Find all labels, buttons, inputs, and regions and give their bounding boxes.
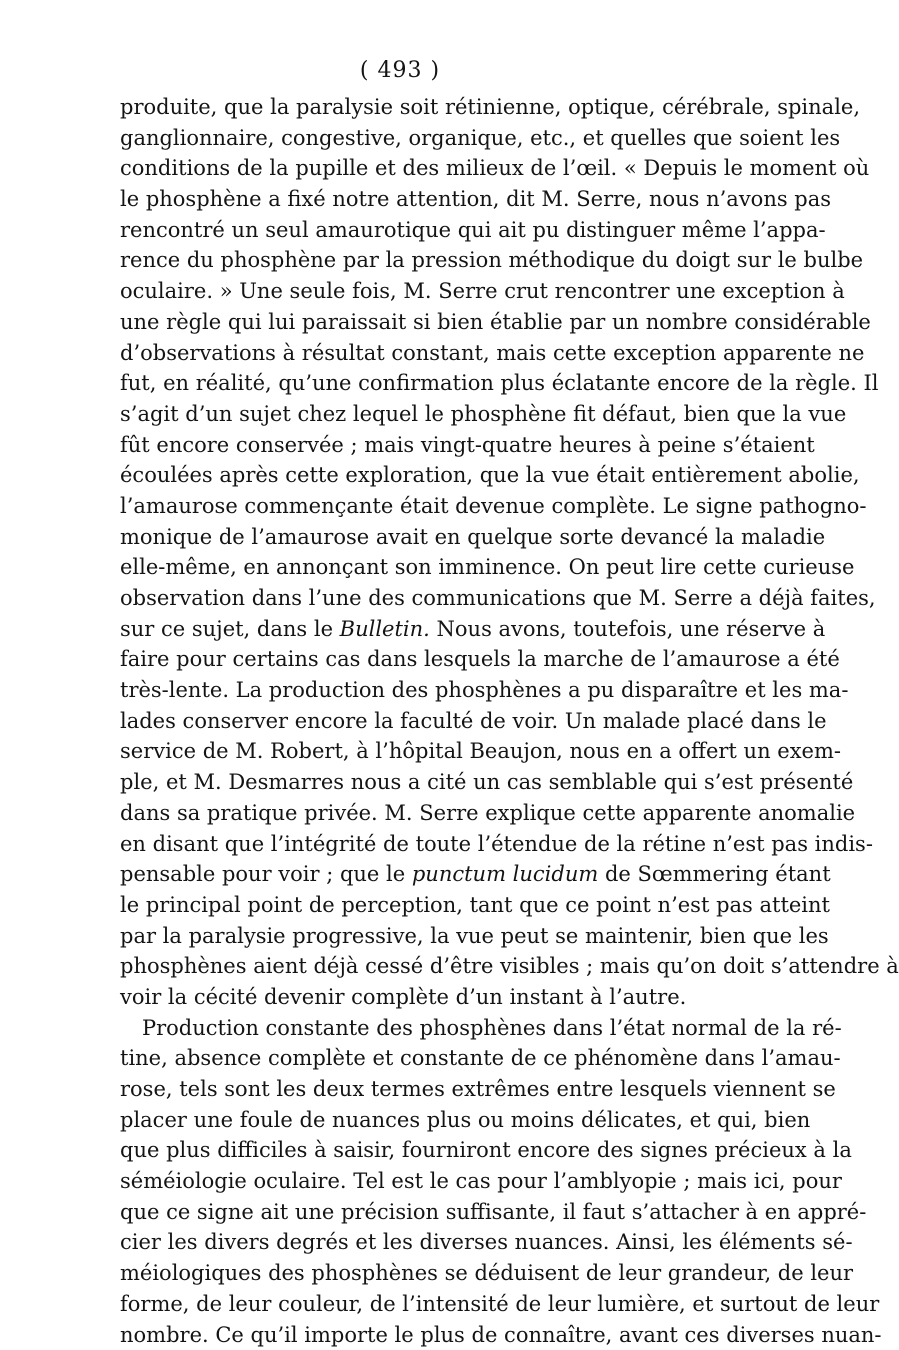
line-segment: que ce signe ait une précision suffisante, il faut s’attacher à en appré-: [120, 1200, 866, 1224]
text-line: [120, 767, 680, 798]
text-line: [120, 1166, 680, 1197]
line-segment: le phosphène a fixé notre attention, dit M. Serre, nous n’avons pas: [120, 187, 831, 211]
line-segment: séméiologie oculaire. Tel est le cas pour l’amblyopie ; mais ici, pour: [120, 1169, 842, 1193]
text-line: [120, 215, 680, 246]
line-segment: conditions de la pupille et des milieux de l’œil. « Depuis le moment où: [120, 156, 869, 180]
line-segment: forme, de leur couleur, de l’intensité de leur lumière, et surtout de leur: [120, 1292, 879, 1316]
line-segment: par la paralysie progressive, la vue peut se maintenir, bien que les: [120, 924, 829, 948]
line-segment: tine, absence complète et constante de ce phénomène dans l’amau-: [120, 1046, 841, 1070]
line-segment: ganglionnaire, congestive, organique, etc., et quelles que soient les: [120, 126, 840, 150]
text-line: [120, 859, 680, 890]
text-line: [120, 614, 680, 645]
line-segment: méiologiques des phosphènes se déduisent de leur grandeur, de leur: [120, 1261, 853, 1285]
text-line: [120, 644, 680, 675]
text-line: [120, 307, 680, 338]
text-line: [120, 1289, 680, 1320]
line-segment: d’observations à résultat constant, mais cette exception apparente ne: [120, 341, 864, 365]
line-segment: s’agit d’un sujet chez lequel le phosphène fit défaut, bien que la vue: [120, 402, 846, 426]
line-segment: que plus difficiles à saisir, fourniront encore des signes précieux à la: [120, 1138, 852, 1162]
line-segment: rencontré un seul amaurotique qui ait pu distinguer même l’appa-: [120, 218, 826, 242]
line-segment: phosphènes aient déjà cessé d’être visibles ; mais qu’on doit s’attendre à: [120, 954, 899, 978]
line-segment: une règle qui lui paraissait si bien établie par un nombre considérable: [120, 310, 871, 334]
text-line: [120, 123, 680, 154]
text-line: [120, 1320, 680, 1350]
line-segment: fût encore conservée ; mais vingt-quatre heures à peine s’étaient: [120, 433, 815, 457]
text-line: [120, 1135, 680, 1166]
text-line: [120, 338, 680, 369]
text-line: [120, 1197, 680, 1228]
line-segment: oculaire. » Une seule fois, M. Serre crut rencontrer une exception à: [120, 279, 845, 303]
paragraph: [120, 1013, 680, 1350]
line-segment: de Sœmmering étant: [598, 862, 830, 886]
line-segment: produite, que la paralysie soit rétinienne, optique, cérébrale, spinale,: [120, 95, 860, 119]
line-segment: en disant que l’intégrité de toute l’étendue de la rétine n’est pas indis-: [120, 832, 873, 856]
text-line: [120, 1258, 680, 1289]
text-line: [120, 552, 680, 583]
text-line: [120, 1227, 680, 1258]
text-line: [120, 829, 680, 860]
line-segment: le principal point de perception, tant que ce point n’est pas atteint: [120, 893, 830, 917]
text-line: [120, 92, 680, 123]
line-segment: écoulées après cette exploration, que la vue était entièrement abolie,: [120, 463, 860, 487]
text-line: [120, 245, 680, 276]
body-text: [120, 92, 680, 1350]
line-segment: rence du phosphène par la pression méthodique du doigt sur le bulbe: [120, 248, 863, 272]
line-segment: l’amaurose commençante était devenue complète. Le signe pathogno-: [120, 494, 867, 518]
text-line: [120, 583, 680, 614]
line-segment: sur ce sujet, dans le: [120, 617, 340, 641]
line-segment: monique de l’amaurose avait en quelque sorte devancé la maladie: [120, 525, 825, 549]
text-line: [120, 890, 680, 921]
line-segment: très-lente. La production des phosphènes a pu disparaître et les ma-: [120, 678, 848, 702]
line-segment: dans sa pratique privée. M. Serre explique cette apparente anomalie: [120, 801, 855, 825]
text-line: [120, 399, 680, 430]
line-segment: ple, et M. Desmarres nous a cité un cas semblable qui s’est présenté: [120, 770, 853, 794]
line-segment: faire pour certains cas dans lesquels la marche de l’amaurose a été: [120, 647, 840, 671]
paragraph: [120, 92, 680, 1013]
line-segment: rose, tels sont les deux termes extrêmes entre lesquels viennent se: [120, 1077, 836, 1101]
line-segment: Production constante des phosphènes dans l’état normal de la ré-: [142, 1016, 842, 1040]
text-line: [120, 491, 680, 522]
line-segment: service de M. Robert, à l’hôpital Beaujon, nous en a offert un exem-: [120, 739, 841, 763]
text-line: [120, 460, 680, 491]
text-line: [120, 736, 680, 767]
text-line: [120, 184, 680, 215]
line-segment: voir la cécité devenir complète d’un instant à l’autre.: [120, 985, 686, 1009]
text-line: [120, 430, 680, 461]
line-segment: fut, en réalité, qu’une confirmation plus éclatante encore de la règle. Il: [120, 371, 879, 395]
text-line: [120, 276, 680, 307]
line-segment: cier les divers degrés et les diverses nuances. Ainsi, les éléments sé-: [120, 1230, 853, 1254]
line-segment: observation dans l’une des communications que M. Serre a déjà faites,: [120, 586, 876, 610]
line-segment: nombre. Ce qu’il importe le plus de connaître, avant ces diverses nuan-: [120, 1323, 882, 1347]
text-line: [120, 921, 680, 952]
line-segment: elle-même, en annonçant son imminence. On peut lire cette curieuse: [120, 555, 854, 579]
text-line: [120, 675, 680, 706]
line-segment: pensable pour voir ; que le: [120, 862, 412, 886]
text-line: [120, 1043, 680, 1074]
page-number: ( 493 ): [0, 58, 800, 83]
text-line: [120, 1074, 680, 1105]
text-line: [120, 1013, 680, 1044]
italic-text: punctum lucidum: [412, 862, 598, 886]
text-line: [120, 798, 680, 829]
text-line: [120, 1105, 680, 1136]
text-line: [120, 368, 680, 399]
text-line: [120, 951, 680, 982]
italic-text: Bulletin.: [340, 617, 430, 641]
text-line: [120, 982, 680, 1013]
line-segment: Nous avons, toutefois, une réserve à: [430, 617, 825, 641]
text-line: [120, 706, 680, 737]
text-line: [120, 153, 680, 184]
line-segment: placer une foule de nuances plus ou moins délicates, et qui, bien: [120, 1108, 810, 1132]
line-segment: lades conserver encore la faculté de voir. Un malade placé dans le: [120, 709, 827, 733]
text-line: [120, 522, 680, 553]
